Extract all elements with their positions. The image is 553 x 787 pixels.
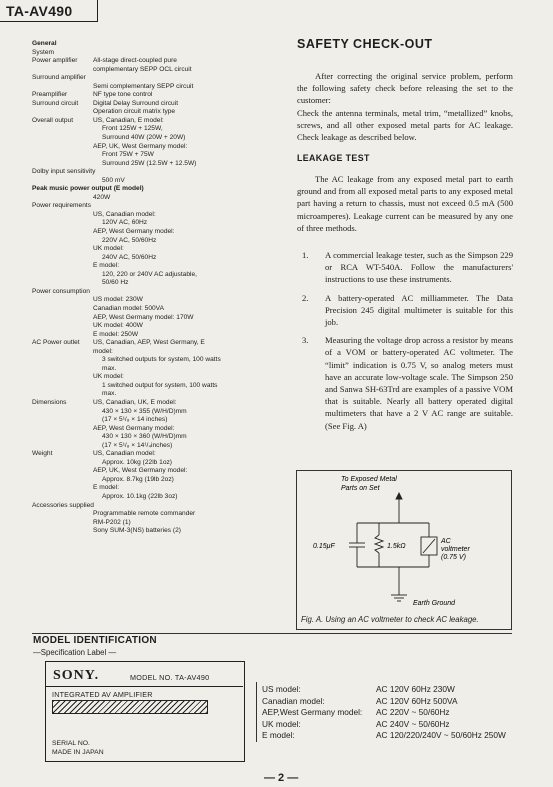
model-name: UK model: [262,718,301,729]
spec-label: Preamplifier [32,91,68,99]
spec-line: 3 switched outputs for system, 100 watts [102,356,221,364]
spec-line: 1 switched output for system, 100 watts [102,381,218,389]
model-tab: TA-AV490 [0,0,98,22]
model-name: E model: [262,730,295,741]
spec-line: Peak music power output (E model) [32,185,144,193]
capacitor-value-label: 0.15μF [313,543,335,550]
spec-line: Sony SUM-3(NS) batteries (2) [93,527,181,535]
spec-label: Power amplifier [32,57,78,65]
spec-line: Front 125W + 125W, [102,125,163,133]
spec-line: E model: 250W [93,330,139,338]
spec-line: Accessories supplied [32,501,94,509]
spec-value: US, Canadian model: [93,450,156,458]
spec-line: (17 × 5¹/₈ × 14¹/₄inches) [102,441,173,449]
methods-list [297,249,513,438]
spec-line: Surround amplifier [32,74,86,82]
spec-label: Surround circuit [32,99,79,107]
meter-label-line2: voltmeter [441,546,470,553]
safety-intro-check: Check the antenna terminals, metal trim, “metallized” knobs, screws, and all other exposed metal parts for AC leakage. Check leakage as described below. [297,108,513,143]
spec-line [32,57,272,66]
page-number: — 2 — [264,772,299,784]
method-number: 3. [302,335,309,346]
model-rating-row [262,718,450,731]
meter-label-line3: (0.75 V) [441,554,466,561]
label-serial-no: SERIAL NO. [52,740,90,747]
spec-line: AEP, West Germany model: 170W [93,313,194,321]
label-product-name: INTEGRATED AV AMPLIFIER [52,690,153,699]
spec-line: Front 75W + 75W [102,151,154,159]
spec-label: Dimensions [32,398,67,406]
spec-line: Surround 40W (20W + 20W) [102,134,186,142]
spec-line [32,117,272,126]
spec-line: AEP, UK, West Germany model: [93,467,188,475]
spec-line [32,91,272,100]
specifications-list [32,40,272,536]
rating-plate-hatched [52,700,208,714]
spec-line: E model: [93,484,120,492]
spec-line: AEP, West Germany model: [93,424,175,432]
figure-caption: Fig. A. Using an AC voltmeter to check AC leakage. [301,615,479,624]
spec-line: 420W [93,193,111,201]
spec-line: General [32,40,57,47]
method-number: 2. [302,292,309,303]
spec-line: 120, 220 or 240V AC adjustable, [102,270,197,278]
spec-line: 120V AC, 60Hz [102,219,148,227]
method-number: 1. [302,250,309,260]
section-divider [32,633,512,634]
spec-line [32,399,272,408]
spec-line: 220V AC, 50/60Hz [102,236,157,244]
spec-line: E model: [93,262,120,270]
method-text: A commercial leakage tester, such as the Simpson 229 or RCA WT-540A. Follow the manufacturers' instructions to use these instruments. [325,250,513,285]
spec-line: UK model: [93,373,124,381]
spec-line: Operation circuit matrix type [93,108,176,116]
figure-a [296,470,512,630]
model-rating-row [262,707,450,719]
model-identification-title: MODEL IDENTIFICATION [33,635,157,646]
safety-intro: After correcting the original service problem, perform the following safety check before releasing the set to the customer: [297,71,513,106]
power-rating: AC 120/220/240V ~ 50/60Hz 250W [376,730,506,741]
spec-line [32,450,272,459]
spec-line: Programmable remote commander [93,510,196,518]
spec-line: 430 × 130 × 355 (W/H/D)mm [102,407,187,415]
spec-value: Digital Delay Surround circuit [93,99,179,107]
spec-line: UK model: 400W [93,322,143,330]
spec-line: AEP, UK, West Germany model: [93,142,188,150]
spec-line: Semi complementary SEPP circuit [93,82,194,90]
specification-label [45,661,245,762]
spec-line: Surround 25W (12.5W + 12.5W) [102,159,197,167]
spec-line: US, Canadian model: [93,210,156,218]
specification-label-subtitle: —Specification Label — [33,648,117,657]
leakage-test-title: LEAKAGE TEST [297,153,370,163]
spec-value: US, Canadian, AEP, West Germany, E [93,339,205,347]
resistor-value-label: 1.5kΩ [387,543,406,550]
label-model-number: MODEL NO. TA-AV490 [130,673,210,682]
power-rating: AC 240V ~ 50/60Hz [376,718,450,729]
ratings-bracket [256,682,257,742]
spec-line: Power consumption [32,287,90,295]
spec-value: All-stage direct-coupled pure [93,57,177,65]
leakage-circuit-diagram [297,471,511,629]
model-ratings-table [262,684,506,742]
earth-ground-label: Earth Ground [413,600,456,607]
label-divider [46,686,243,687]
method-item [297,249,513,286]
label-made-in: MADE IN JAPAN [52,749,104,756]
spec-line [32,100,272,109]
spec-label: Overall output [32,116,74,124]
model-rating-row [262,684,455,696]
method-item [297,292,513,329]
safety-title: SAFETY CHECK-OUT [297,37,433,51]
spec-line: Dolby input sensitivity [32,168,96,176]
spec-line: max. [102,390,117,398]
spec-line: max. [102,364,117,372]
spec-line: Approx. 10kg (22lb 1oz) [102,458,173,466]
model-rating-row [262,695,458,708]
probe-label-line2: Parts on Set [341,485,380,492]
method-text: A battery-operated AC milliammeter. The Data Precision 245 digital multimeter is suitable for this job. [325,292,513,328]
model-name: US model: [262,684,301,694]
spec-line: model: [93,347,113,355]
spec-line: Canadian model: 500VA [93,304,164,312]
meter-label-line1: AC [441,538,451,545]
spec-line: 50/60 Hz [102,279,129,287]
spec-line: 430 × 130 × 360 (W/H/D)mm [102,433,187,441]
power-rating: AC 120V 60Hz 500VA [376,695,458,706]
spec-line: Power requirements [32,202,92,210]
model-rating-row [262,730,506,742]
spec-line: 240V AC, 50/60Hz [102,253,157,261]
method-item [297,334,513,432]
probe-label-line1: To Exposed Metal [341,476,397,483]
power-rating: AC 220V ~ 50/60Hz [376,707,450,718]
spec-line: US model: 230W [93,296,143,304]
spec-line: UK model: [93,245,124,253]
spec-label: Weight [32,450,53,458]
spec-line: Approx. 8.7kg (19lb 2oz) [102,475,174,483]
spec-line: (17 × 5¹/₈ × 14 inches) [102,416,168,424]
method-text: Measuring the voltage drop across a resistor by means of a VOM or battery-operated AC voltmeter. The “limit” indication is 0.75 V, so analog meters must have an accurate low-voltage scale. The Simpson 250 and Sanwa SH-63Trd are examples of a passive VOM that is suitable. Nearly all battery operated digital multimeters that have a 2 V AC range are suitable. (See Fig. A) [325,335,513,431]
spec-line: Approx. 10.1kg (22lb 3oz) [102,492,178,500]
model-name: Canadian model: [262,695,325,706]
spec-line: 500 mV [102,176,125,184]
spec-label: AC Power outlet [32,339,80,347]
spec-value: NF type tone control [93,91,153,99]
spec-line: complementary SEPP OCL circuit [93,65,192,73]
spec-line [32,339,272,348]
spec-line: System [32,48,54,56]
spec-line: AEP, West Germany model: [93,228,175,236]
leakage-paragraph: The AC leakage from any exposed metal part to earth ground and from all exposed metal parts to any exposed metal part having a return to chassis, must not exceed 0.5 mA (500 microamperes). Leakage current can be measured by any one of three methods. [297,174,513,233]
power-rating: AC 120V 60Hz 230W [376,684,455,694]
model-name: AEP,West Germany model: [262,707,363,718]
spec-line: RM-P202 (1) [93,518,131,526]
spec-value: US, Canadian, E model: [93,116,164,124]
spec-value: US, Canadian, UK, E model: [93,398,177,406]
sony-logo: SONY. [53,668,100,683]
